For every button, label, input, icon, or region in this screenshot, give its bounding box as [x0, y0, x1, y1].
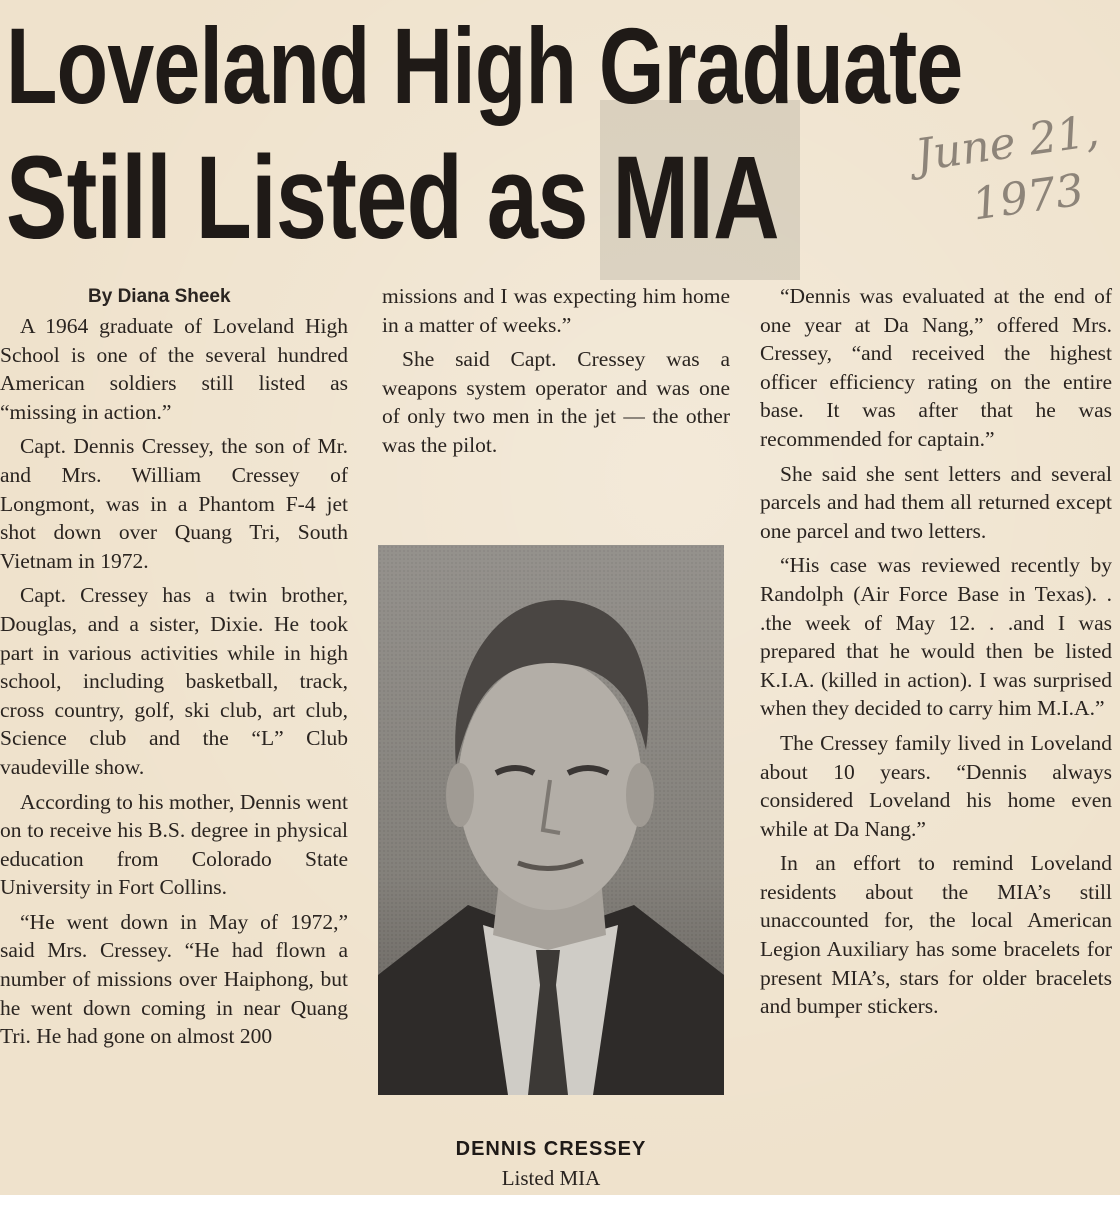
portrait-figure [378, 545, 724, 1095]
headline-line-1: Loveland High Graduate [6, 5, 963, 126]
paragraph: Capt. Cressey has a twin brother, Douglas, and a sister, Dixie. He took part in various activities while in high school, including basketball, track, cross country, golf, ski club, art club, Science club and the “L” Club vaudeville show. [0, 583, 348, 779]
byline: By Diana Sheek [88, 286, 231, 307]
paragraph: According to his mother, Dennis went on to receive his B.S. degree in physical education from Colorado State University in Fort Collins. [0, 789, 348, 900]
photo-caption-subtitle: Listed MIA [501, 1166, 601, 1190]
article-column-3 [760, 282, 1112, 1027]
paragraph: The Cressey family lived in Loveland about 10 years. “Dennis always considered Loveland his home even while at Da Nang.” [760, 730, 1112, 841]
paragraph: “His case was reviewed recently by Randolph (Air Force Base in Texas). . .the week of May 12. . .and I was prepared that he would then be listed K.I.A. (killed in action). I was surprised when they decided to carry him M.I.A.” [760, 553, 1112, 721]
handwritten-date-line-1: June 21, [912, 105, 1102, 182]
headline-line-2: Still Listed as MIA [6, 132, 779, 264]
article-column-1 [0, 312, 348, 1057]
handwritten-date-line-2: 1973 [968, 164, 1087, 231]
article-column-2 [382, 282, 730, 466]
paragraph: She said she sent letters and several parcels and had them all returned except one parcel and two letters. [760, 461, 1112, 543]
photo-caption-name: DENNIS CRESSEY [455, 1138, 647, 1160]
paragraph: A 1964 graduate of Loveland High School is one of the several hundred American soldiers still listed as “missing in action.” [0, 314, 348, 424]
paragraph: She said Capt. Cressey was a weapons system operator and was one of only two men in the jet — the other was the pilot. [382, 347, 730, 457]
paragraph: missions and I was expecting him home in a matter of weeks.” [382, 284, 730, 337]
portrait-photo [378, 545, 724, 1095]
paragraph: “Dennis was evaluated at the end of one year at Da Nang,” offered Mrs. Cressey, “and received the highest officer efficiency rating on the entire base. It was after that he was recommended for captain.” [760, 284, 1112, 451]
paragraph: In an effort to remind Loveland residents about the MIA’s still unaccounted for, the local American Legion Auxiliary has some bracelets for present MIA’s, stars for older bracelets and bumper stickers. [760, 851, 1112, 1019]
paragraph: “He went down in May of 1972,” said Mrs. Cressey. “He had flown a number of missions over Haiphong, but he went down coming in near Quang Tri. He had gone on almost 200 [0, 909, 348, 1049]
paragraph: Capt. Dennis Cressey, the son of Mr. and Mrs. William Cressey of Longmont, was in a Phantom F-4 jet shot down over Quang Tri, South Vietnam in 1972. [0, 434, 348, 573]
